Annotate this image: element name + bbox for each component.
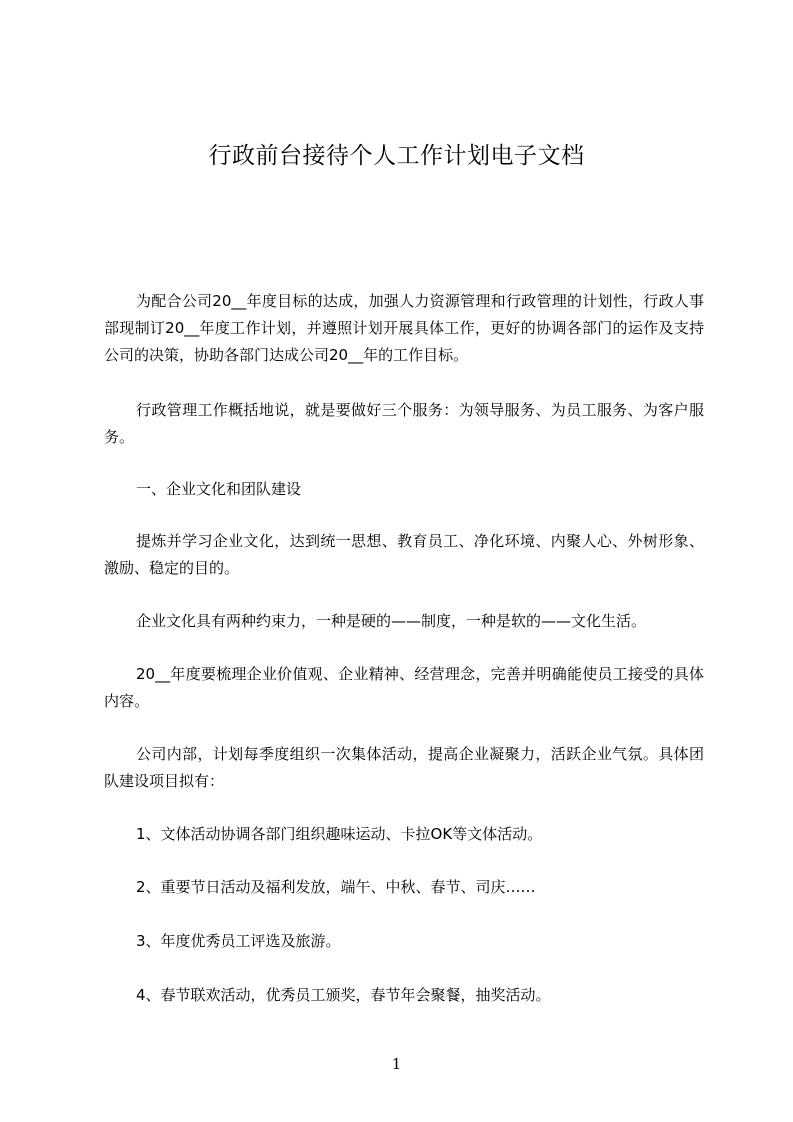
paragraph-service-overview: 行政管理工作概括地说，就是要做好三个服务：为领导服务、为员工服务、为客户服务。 [104,401,704,446]
section-heading-culture: 一、企业文化和团队建设 [136,480,302,498]
paragraph-culture-constraint: 企业文化具有两种约束力，一种是硬的——制度，一种是软的——文化生活。 [136,612,647,630]
paragraph-values: 20__年度要梳理企业价值观、企业精神、经营理念，完善并明确能使员工接受的具体内容。 [104,665,704,710]
page-number: 1 [391,1055,402,1073]
paragraph-intro: 为配合公司20__年度目标的达成，加强人力资源管理和行政管理的计划性，行政人事部现制订20__年度工作计划，并遵照计划开展具体工作，更好的协调各部门的运作及支持公司的决策，协助各部门达成公司20__年的工作目标。 [104,292,704,364]
list-item-3: 3、年度优秀员工评选及旅游。 [136,932,341,950]
list-item-1: 1、文体活动协调各部门组织趣味运动、卡拉OK等文体活动。 [136,825,543,843]
document-title: 行政前台接待个人工作计划电子文档 [208,143,585,169]
paragraph-culture-goal: 提炼并学习企业文化，达到统一思想、教育员工、净化环境、内聚人心、外树形象、激励、稳定的目的。 [104,532,704,577]
list-item-4: 4、春节联欢活动，优秀员工颁奖，春节年会聚餐，抽奖活动。 [136,986,551,1004]
list-item-2: 2、重要节日活动及福利发放，端午、中秋、春节、司庆…… [136,878,536,896]
paragraph-team-activities: 公司内部，计划每季度组织一次集体活动，提高企业凝聚力，活跃企业气氛。具体团队建设项目拟有： [104,745,704,790]
